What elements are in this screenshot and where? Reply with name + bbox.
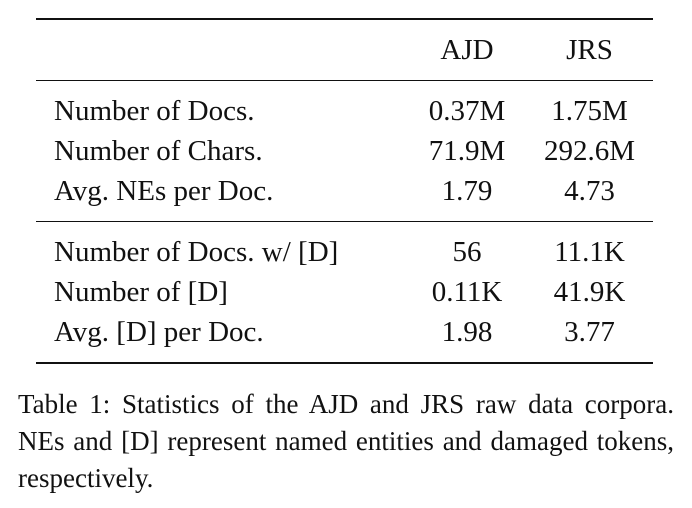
table-row (36, 272, 653, 312)
jrs-value: 41.9K (553, 276, 626, 308)
header-jrs: JRS (526, 19, 653, 81)
jrs-value: 11.1K (526, 222, 653, 273)
row-label: Number of [D] (54, 276, 228, 308)
header-empty-cell (36, 19, 408, 81)
statistics-table (36, 18, 653, 364)
table-caption: Table 1: Statistics of the AJD and JRS raw data corpora. NEs and [D] represent named entities and damaged tokens, respectively. (18, 389, 674, 493)
row-label: Avg. [D] per Doc. (36, 312, 408, 363)
header-ajd: AJD (408, 19, 526, 81)
jrs-value: 4.73 (564, 175, 615, 207)
table-row (36, 222, 653, 273)
jrs-value: 1.75M (526, 81, 653, 132)
row-label: Number of Docs. (36, 81, 408, 132)
ajd-value: 56 (408, 222, 526, 273)
table-row (36, 81, 653, 132)
table-row (36, 131, 653, 171)
ajd-value: 71.9M (428, 135, 506, 167)
row-label: Number of Docs. w/ [D] (36, 222, 408, 273)
jrs-value: 3.77 (526, 312, 653, 363)
table-row (36, 312, 653, 363)
row-label: Avg. NEs per Doc. (54, 175, 274, 207)
statistics-table-container (36, 18, 653, 364)
table-header-row (36, 19, 653, 81)
ajd-value: 1.98 (408, 312, 526, 363)
ajd-value: 1.79 (441, 175, 493, 207)
ajd-value: 0.11K (431, 276, 503, 308)
row-label: Number of Chars. (54, 135, 263, 167)
jrs-value: 292.6M (543, 135, 636, 167)
table-row (36, 171, 653, 222)
ajd-value: 0.37M (408, 81, 526, 132)
